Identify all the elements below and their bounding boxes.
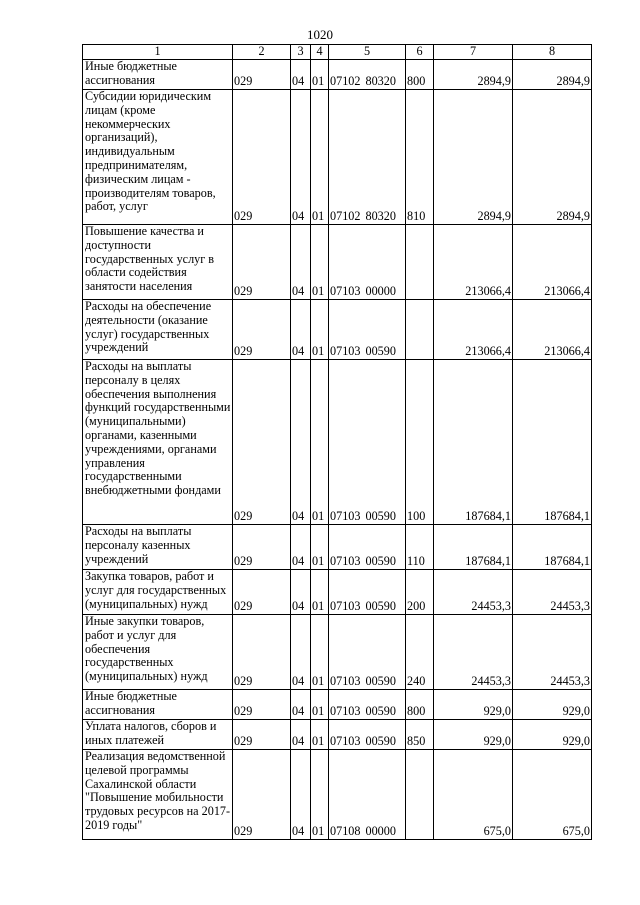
row-name-cell: Иные бюджетные ассигнования — [83, 690, 233, 720]
amount-cell: 24453,3 — [434, 570, 513, 615]
header-cell: 8 — [513, 45, 592, 60]
code-admin-cell: 029 — [233, 300, 291, 360]
target-article-cell — [329, 690, 406, 720]
expense-type-cell: 800 — [406, 60, 434, 90]
target-article-part: 07102 — [330, 209, 361, 224]
target-article-cell — [329, 615, 406, 690]
target-article-part: 07102 — [330, 74, 361, 89]
header-cell: 1 — [83, 45, 233, 60]
code-admin-cell: 029 — [233, 90, 291, 225]
row-name-cell: Расходы на обеспечение деятельности (оказание услуг) государственных учреждений — [83, 300, 233, 360]
code-admin-cell: 029 — [233, 615, 291, 690]
target-article-part: 00000 — [365, 824, 396, 839]
table-row — [83, 300, 592, 360]
subsection-cell: 01 — [311, 300, 329, 360]
table-row — [83, 750, 592, 840]
target-article-part: 00590 — [365, 734, 396, 749]
target-article-cell — [329, 525, 406, 570]
target-article-cell — [329, 300, 406, 360]
row-name-cell: Закупка товаров, работ и услуг для государственных (муниципальных) нужд — [83, 570, 233, 615]
target-article-part: 07103 — [330, 554, 361, 569]
target-article-cell — [329, 90, 406, 225]
section-cell: 04 — [291, 360, 311, 525]
expense-type-cell: 850 — [406, 720, 434, 750]
target-article-part: 07103 — [330, 599, 361, 614]
target-article-part: 80320 — [365, 74, 396, 89]
expense-type-cell: 800 — [406, 690, 434, 720]
amount-cell: 187684,1 — [513, 525, 592, 570]
target-article-part: 07103 — [330, 284, 361, 299]
expense-type-cell: 100 — [406, 360, 434, 525]
row-name-cell: Иные бюджетные ассигнования — [83, 60, 233, 90]
row-name-cell: Иные закупки товаров, работ и услуг для обеспечения государственных (муниципальных) нужд — [83, 615, 233, 690]
section-cell: 04 — [291, 720, 311, 750]
table-row — [83, 360, 592, 525]
code-admin-cell: 029 — [233, 360, 291, 525]
target-article-cell — [329, 360, 406, 525]
target-article-part: 00590 — [365, 344, 396, 359]
section-cell: 04 — [291, 525, 311, 570]
subsection-cell: 01 — [311, 225, 329, 300]
row-name-cell: Повышение качества и доступности государственных услуг в области содействия занятости населения — [83, 225, 233, 300]
budget-table — [82, 44, 592, 840]
target-article-cell — [329, 720, 406, 750]
header-row — [83, 45, 592, 60]
code-admin-cell: 029 — [233, 690, 291, 720]
subsection-cell: 01 — [311, 720, 329, 750]
target-article-part: 00000 — [365, 284, 396, 299]
target-article-part: 07103 — [330, 509, 361, 524]
target-article-part: 07103 — [330, 704, 361, 719]
amount-cell: 2894,9 — [513, 60, 592, 90]
subsection-cell: 01 — [311, 570, 329, 615]
expense-type-cell: 240 — [406, 615, 434, 690]
amount-cell: 24453,3 — [513, 570, 592, 615]
amount-cell: 213066,4 — [513, 300, 592, 360]
table-row — [83, 690, 592, 720]
row-name-cell: Уплата налогов, сборов и иных платежей — [83, 720, 233, 750]
code-admin-cell: 029 — [233, 225, 291, 300]
section-cell: 04 — [291, 300, 311, 360]
code-admin-cell: 029 — [233, 720, 291, 750]
amount-cell: 929,0 — [513, 690, 592, 720]
amount-cell: 213066,4 — [434, 225, 513, 300]
section-cell: 04 — [291, 750, 311, 840]
section-cell: 04 — [291, 225, 311, 300]
amount-cell: 675,0 — [513, 750, 592, 840]
amount-cell: 929,0 — [434, 720, 513, 750]
subsection-cell: 01 — [311, 750, 329, 840]
target-article-part: 00590 — [365, 674, 396, 689]
amount-cell: 213066,4 — [513, 225, 592, 300]
table-row — [83, 60, 592, 90]
amount-cell: 929,0 — [434, 690, 513, 720]
amount-cell: 187684,1 — [434, 360, 513, 525]
table-row — [83, 225, 592, 300]
amount-cell: 2894,9 — [434, 60, 513, 90]
subsection-cell: 01 — [311, 60, 329, 90]
amount-cell: 187684,1 — [513, 360, 592, 525]
amount-cell: 675,0 — [434, 750, 513, 840]
header-cell: 3 — [291, 45, 311, 60]
amount-cell: 2894,9 — [513, 90, 592, 225]
subsection-cell: 01 — [311, 360, 329, 525]
expense-type-cell — [406, 300, 434, 360]
expense-type-cell: 110 — [406, 525, 434, 570]
table-row — [83, 720, 592, 750]
header-cell: 7 — [434, 45, 513, 60]
target-article-cell — [329, 60, 406, 90]
target-article-part: 07108 — [330, 824, 361, 839]
table-row — [83, 525, 592, 570]
expense-type-cell — [406, 750, 434, 840]
table-row — [83, 90, 592, 225]
target-article-part: 00590 — [365, 599, 396, 614]
section-cell: 04 — [291, 90, 311, 225]
target-article-part: 80320 — [365, 209, 396, 224]
row-name-cell: Расходы на выплаты персоналу казенных учреждений — [83, 525, 233, 570]
expense-type-cell — [406, 225, 434, 300]
table-row — [83, 615, 592, 690]
amount-cell: 213066,4 — [434, 300, 513, 360]
row-name-cell: Реализация ведомственной целевой программы Сахалинской области "Повышение мобильности трудовых ресурсов на 2017-2019 годы" — [83, 750, 233, 840]
amount-cell: 187684,1 — [434, 525, 513, 570]
target-article-part: 00590 — [365, 704, 396, 719]
header-cell: 6 — [406, 45, 434, 60]
subsection-cell: 01 — [311, 615, 329, 690]
amount-cell: 24453,3 — [434, 615, 513, 690]
header-cell: 4 — [311, 45, 329, 60]
page-number: 1020 — [307, 27, 333, 42]
table-row — [83, 570, 592, 615]
target-article-part: 00590 — [365, 509, 396, 524]
target-article-part: 07103 — [330, 734, 361, 749]
section-cell: 04 — [291, 690, 311, 720]
section-cell: 04 — [291, 60, 311, 90]
row-name-cell: Расходы на выплаты персоналу в целях обеспечения выполнения функций государственными (муниципальными) органами, казенными учреждениями, органами управления государственными внебюджетными фондами — [83, 360, 233, 525]
target-article-cell — [329, 570, 406, 615]
row-name-cell: Субсидии юридическим лицам (кроме некоммерческих организаций), индивидуальным предпринимателям, физическим лицам - производителям товаров, работ, услуг — [83, 90, 233, 225]
target-article-part: 00590 — [365, 554, 396, 569]
target-article-part: 07103 — [330, 674, 361, 689]
target-article-part: 07103 — [330, 344, 361, 359]
target-article-cell — [329, 750, 406, 840]
code-admin-cell: 029 — [233, 60, 291, 90]
subsection-cell: 01 — [311, 525, 329, 570]
amount-cell: 2894,9 — [434, 90, 513, 225]
subsection-cell: 01 — [311, 90, 329, 225]
code-admin-cell: 029 — [233, 570, 291, 615]
header-cell: 2 — [233, 45, 291, 60]
header-cell: 5 — [329, 45, 406, 60]
expense-type-cell: 200 — [406, 570, 434, 615]
amount-cell: 24453,3 — [513, 615, 592, 690]
section-cell: 04 — [291, 615, 311, 690]
section-cell: 04 — [291, 570, 311, 615]
code-admin-cell: 029 — [233, 750, 291, 840]
subsection-cell: 01 — [311, 690, 329, 720]
amount-cell: 929,0 — [513, 720, 592, 750]
expense-type-cell: 810 — [406, 90, 434, 225]
target-article-cell — [329, 225, 406, 300]
code-admin-cell: 029 — [233, 525, 291, 570]
